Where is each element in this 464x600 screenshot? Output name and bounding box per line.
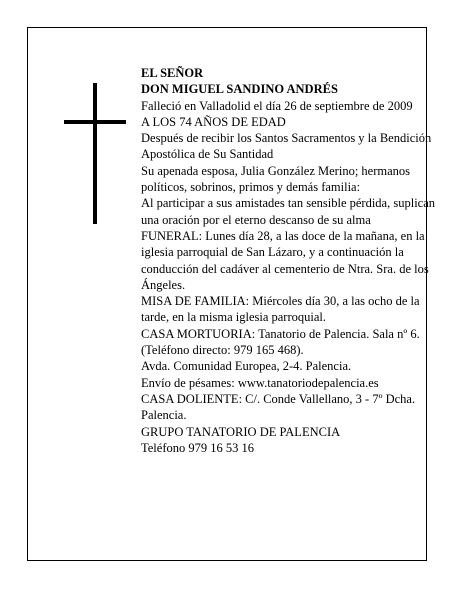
home-line: CASA DOLIENTE: C/. Conde Vallellano, 3 - 7º Dcha. Palencia. <box>141 391 416 423</box>
deceased-name: DON MIGUEL SANDINO ANDRÉS <box>141 82 338 97</box>
obituary-text <box>141 65 449 456</box>
title: EL SEÑOR <box>141 66 204 80</box>
mortuary-line: CASA MORTUORIA: Tanatorio de Palencia. Sala nº 6. (Teléfono directo: 979 165 468). <box>141 326 420 358</box>
mass-line: MISA DE FAMILIA: Miércoles día 30, a las ocho de la tarde, en la misma iglesia parroquial. <box>141 294 420 325</box>
age-line: A LOS 74 AÑOS DE EDAD <box>141 114 286 129</box>
condolences-line: Envío de pésames: www.tanatoriodepalencia.es <box>141 375 379 390</box>
family-line: Su apenada esposa, Julia González Merino; hermanos políticos, sobrinos, primos y demás familia: <box>141 163 411 195</box>
cross-icon <box>93 83 97 224</box>
address-line: Avda. Comunidad Europea, 2-4. Palencia. <box>141 359 352 374</box>
obituary-frame <box>27 27 436 561</box>
funeral-line: FUNERAL: Lunes día 28, a las doce de la mañana, en la iglesia parroquial de San Lázaro, y a continuación la conducción del cadáver al cementerio de Ntra. Sra. de los Ángeles. <box>141 228 429 292</box>
death-line: Falleció en Valladolid el día 26 de septiembre de 2009 <box>141 98 413 113</box>
sacraments-line: Después de recibir los Santos Sacramentos y la Bendición Apostólica de Su Santidad <box>141 131 432 162</box>
group-line: GRUPO TANATORIO DE PALENCIA <box>141 424 341 439</box>
cross-icon-bar <box>64 120 126 124</box>
phone-line: Teléfono 979 16 53 16 <box>141 440 254 455</box>
request-line: Al participar a sus amistades tan sensible pérdida, suplican una oración por el eterno descanso de su alma <box>141 196 436 227</box>
